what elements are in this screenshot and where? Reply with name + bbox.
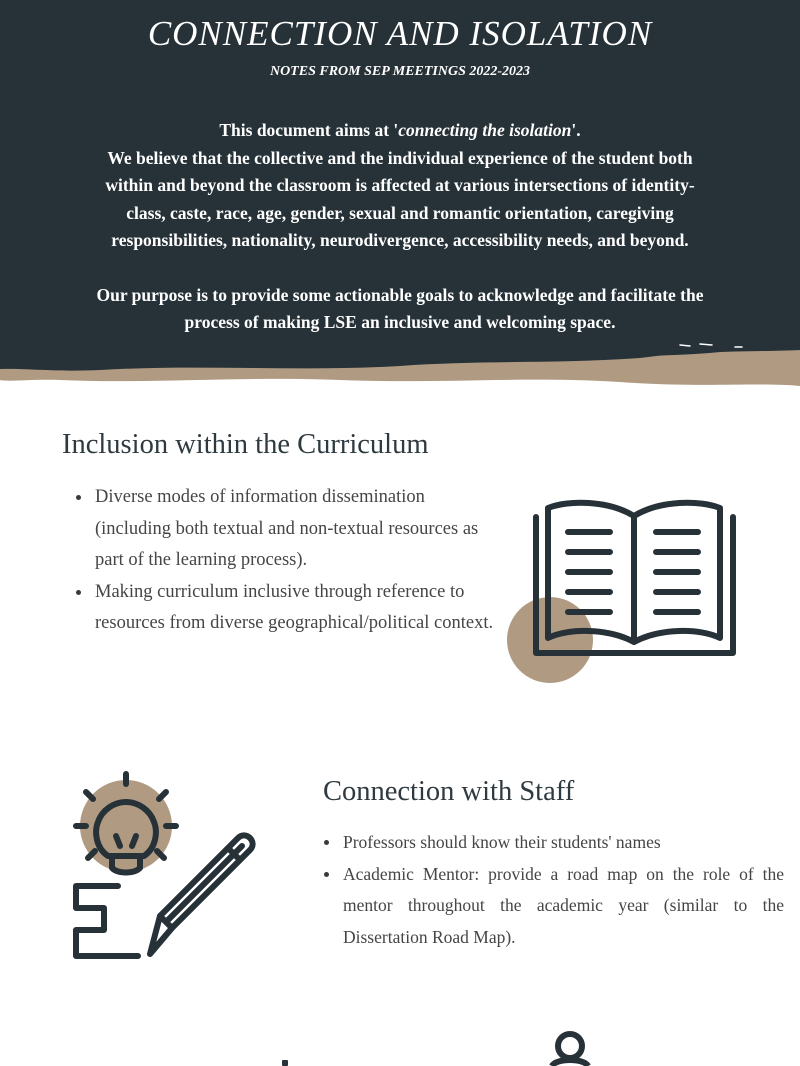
staff-bullet-list: [322, 827, 784, 953]
open-book-icon: [498, 488, 748, 693]
list-item: Academic Mentor: provide a road map on the role of the mentor throughout the academic year (similar to the Dissertation Road Map).: [322, 859, 784, 954]
header-banner: [0, 0, 800, 372]
document-subtitle: NOTES FROM SEP MEETINGS 2022-2023: [269, 64, 531, 79]
intro-text: [0, 117, 800, 337]
intro-line: responsibilities, nationality, neurodivergence, accessibility needs, and beyond.: [111, 230, 689, 250]
document-title: CONNECTION AND ISOLATION: [147, 14, 653, 53]
list-item: Diverse modes of information dissemination (including both textual and non-textual resources as part of the learning process).: [74, 482, 494, 577]
lightbulb-pencil-icon: [68, 770, 268, 970]
section-heading-curriculum: Inclusion within the Curriculum: [62, 429, 429, 460]
intro-emphasis: connecting the isolation: [398, 120, 572, 140]
intro-line: We believe that the collective and the individual experience of the student both: [107, 147, 693, 168]
intro-line: process of making LSE an inclusive and welcoming space.: [184, 312, 616, 332]
intro-line: within and beyond the classroom is affected at various intersections of identity-: [105, 175, 695, 195]
brush-stroke-divider: [0, 342, 800, 392]
decorative-dot: [282, 1060, 288, 1066]
list-item: Making curriculum inclusive through reference to resources from diverse geographical/political context.: [74, 577, 494, 640]
list-item: Professors should know their students' names: [322, 827, 784, 859]
section-heading-staff: Connection with Staff: [323, 776, 575, 807]
intro-line: Our purpose is to provide some actionable goals to acknowledge and facilitate the: [96, 284, 704, 305]
person-icon: [548, 1030, 596, 1066]
intro-line: This document aims at 'connecting the isolation'.: [219, 120, 581, 140]
curriculum-bullet-list: [74, 482, 494, 640]
intro-line: class, caste, race, age, gender, sexual and romantic orientation, caregiving: [126, 202, 674, 223]
